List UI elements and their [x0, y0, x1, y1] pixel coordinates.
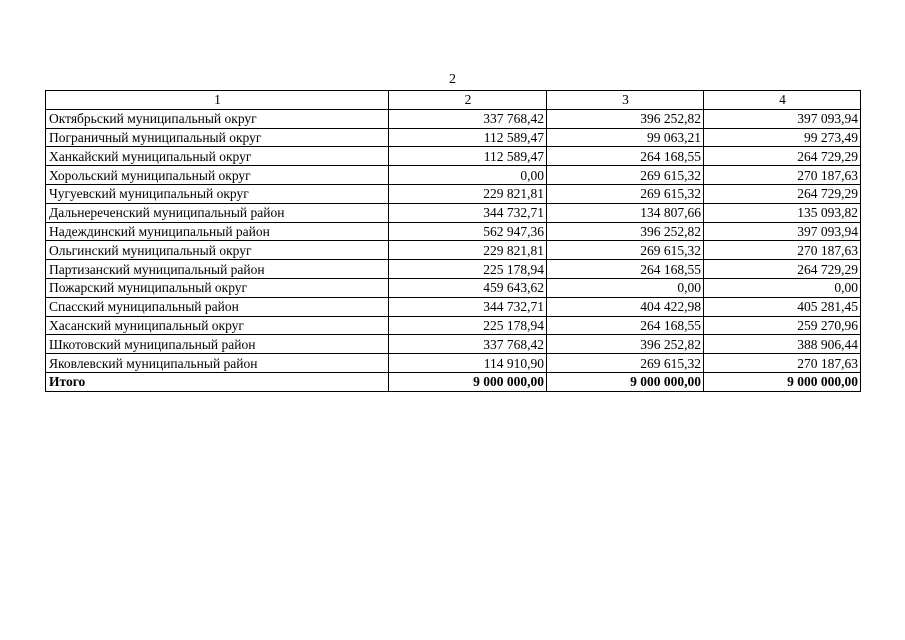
col2-value-cell: 0,00	[389, 166, 547, 185]
col4-value-cell: 264 729,29	[704, 147, 861, 166]
table-row	[46, 166, 861, 185]
header-row	[46, 91, 861, 110]
col2-value-cell: 229 821,81	[389, 241, 547, 260]
col3-value-cell: 396 252,82	[547, 335, 704, 354]
municipality-name-cell: Чугуевский муниципальный округ	[46, 184, 389, 203]
table-row	[46, 297, 861, 316]
col2-value-cell: 459 643,62	[389, 278, 547, 297]
total-col4: 9 000 000,00	[704, 372, 861, 391]
municipality-name-cell: Хорольский муниципальный округ	[46, 166, 389, 185]
col2-value-cell: 344 732,71	[389, 297, 547, 316]
table-row	[46, 278, 861, 297]
col4-value-cell: 0,00	[704, 278, 861, 297]
table-row	[46, 260, 861, 279]
municipality-name-cell: Шкотовский муниципальный район	[46, 335, 389, 354]
column-header-2: 2	[389, 91, 547, 110]
col2-value-cell: 229 821,81	[389, 184, 547, 203]
col3-value-cell: 134 807,66	[547, 203, 704, 222]
col3-value-cell: 269 615,32	[547, 354, 704, 373]
municipality-name-cell: Октябрьский муниципальный округ	[46, 109, 389, 128]
municipality-name-cell: Ханкайский муниципальный округ	[46, 147, 389, 166]
table-row	[46, 128, 861, 147]
table-row	[46, 316, 861, 335]
municipality-name-cell: Надеждинский муниципальный район	[46, 222, 389, 241]
col3-value-cell: 404 422,98	[547, 297, 704, 316]
table-row	[46, 241, 861, 260]
col4-value-cell: 264 729,29	[704, 260, 861, 279]
column-header-3: 3	[547, 91, 704, 110]
municipality-name-cell: Яковлевский муниципальный район	[46, 354, 389, 373]
col4-value-cell: 270 187,63	[704, 354, 861, 373]
allocation-table	[45, 90, 861, 392]
col3-value-cell: 99 063,21	[547, 128, 704, 147]
col4-value-cell: 259 270,96	[704, 316, 861, 335]
municipality-name-cell: Партизанский муниципальный район	[46, 260, 389, 279]
col2-value-cell: 225 178,94	[389, 260, 547, 279]
col3-value-cell: 269 615,32	[547, 166, 704, 185]
col3-value-cell: 269 615,32	[547, 184, 704, 203]
col2-value-cell: 344 732,71	[389, 203, 547, 222]
total-col3: 9 000 000,00	[547, 372, 704, 391]
col3-value-cell: 264 168,55	[547, 147, 704, 166]
col2-value-cell: 225 178,94	[389, 316, 547, 335]
column-header-1: 1	[46, 91, 389, 110]
col4-value-cell: 397 093,94	[704, 222, 861, 241]
table-row	[46, 109, 861, 128]
col4-value-cell: 388 906,44	[704, 335, 861, 354]
municipality-name-cell: Пограничный муниципальный округ	[46, 128, 389, 147]
col4-value-cell: 397 093,94	[704, 109, 861, 128]
table-body	[46, 109, 861, 372]
municipality-name-cell: Хасанский муниципальный округ	[46, 316, 389, 335]
col4-value-cell: 405 281,45	[704, 297, 861, 316]
table-row	[46, 335, 861, 354]
col3-value-cell: 0,00	[547, 278, 704, 297]
col3-value-cell: 396 252,82	[547, 222, 704, 241]
table-row	[46, 203, 861, 222]
col2-value-cell: 562 947,36	[389, 222, 547, 241]
col2-value-cell: 337 768,42	[389, 335, 547, 354]
municipality-name-cell: Дальнереченский муниципальный район	[46, 203, 389, 222]
col4-value-cell: 264 729,29	[704, 184, 861, 203]
col2-value-cell: 337 768,42	[389, 109, 547, 128]
col2-value-cell: 112 589,47	[389, 128, 547, 147]
total-row	[46, 372, 861, 391]
total-label: Итого	[46, 372, 389, 391]
col4-value-cell: 99 273,49	[704, 128, 861, 147]
col3-value-cell: 396 252,82	[547, 109, 704, 128]
col3-value-cell: 264 168,55	[547, 260, 704, 279]
table-row	[46, 222, 861, 241]
page-number: 2	[449, 72, 456, 87]
col2-value-cell: 112 589,47	[389, 147, 547, 166]
table-row	[46, 184, 861, 203]
col3-value-cell: 264 168,55	[547, 316, 704, 335]
col4-value-cell: 135 093,82	[704, 203, 861, 222]
column-header-4: 4	[704, 91, 861, 110]
col4-value-cell: 270 187,63	[704, 166, 861, 185]
col2-value-cell: 114 910,90	[389, 354, 547, 373]
col3-value-cell: 269 615,32	[547, 241, 704, 260]
municipality-name-cell: Спасский муниципальный район	[46, 297, 389, 316]
municipality-name-cell: Ольгинский муниципальный округ	[46, 241, 389, 260]
col4-value-cell: 270 187,63	[704, 241, 861, 260]
municipality-name-cell: Пожарский муниципальный округ	[46, 278, 389, 297]
table-row	[46, 147, 861, 166]
total-col2: 9 000 000,00	[389, 372, 547, 391]
table-row	[46, 354, 861, 373]
